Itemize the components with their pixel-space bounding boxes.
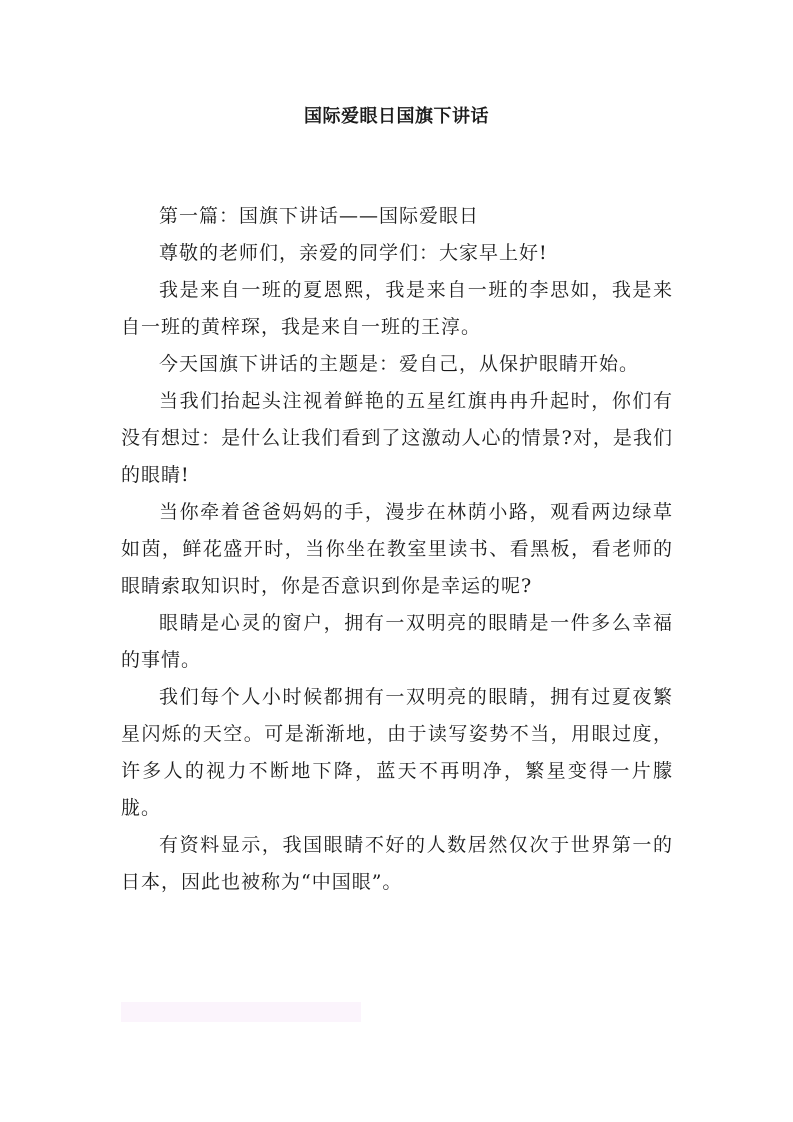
- paragraph: 当我们抬起头注视着鲜艳的五星红旗冉冉升起时，你们有没有想过：是什么让我们看到了这激动人心的情景?对，是我们的眼睛!: [121, 390, 673, 486]
- paragraph: 第一篇：国旗下讲话——国际爱眼日: [159, 205, 480, 227]
- paragraph: 当你牵着爸爸妈妈的手，漫步在林荫小路，观看两边绿草如茵，鲜花盛开时，当你坐在教室里读书、看黑板，看老师的眼睛索取知识时，你是否意识到你是幸运的呢?: [121, 501, 673, 597]
- paragraph: 有资料显示，我国眼睛不好的人数居然仅次于世界第一的日本，因此也被称为“中国眼”。: [121, 834, 673, 893]
- paragraph: 我是来自一班的夏恩熙，我是来自一班的李思如，我是来自一班的黄梓琛，我是来自一班的王淳。: [121, 279, 673, 338]
- document-body: [121, 198, 673, 901]
- paragraph: 今天国旗下讲话的主题是：爱自己，从保护眼睛开始。: [159, 353, 640, 375]
- document-title: 国际爱眼日国旗下讲话: [304, 106, 489, 127]
- faint-watermark: [121, 1002, 361, 1022]
- paragraph: 我们每个人小时候都拥有一双明亮的眼睛，拥有过夏夜繁星闪烁的天空。可是渐渐地，由于读写姿势不当，用眼过度，许多人的视力不断地下降，蓝天不再明净，繁星变得一片朦胧。: [121, 686, 673, 819]
- paragraph: 眼睛是心灵的窗户，拥有一双明亮的眼睛是一件多么幸福的事情。: [121, 612, 673, 671]
- paragraph: 尊敬的老师们，亲爱的同学们：大家早上好!: [159, 242, 548, 264]
